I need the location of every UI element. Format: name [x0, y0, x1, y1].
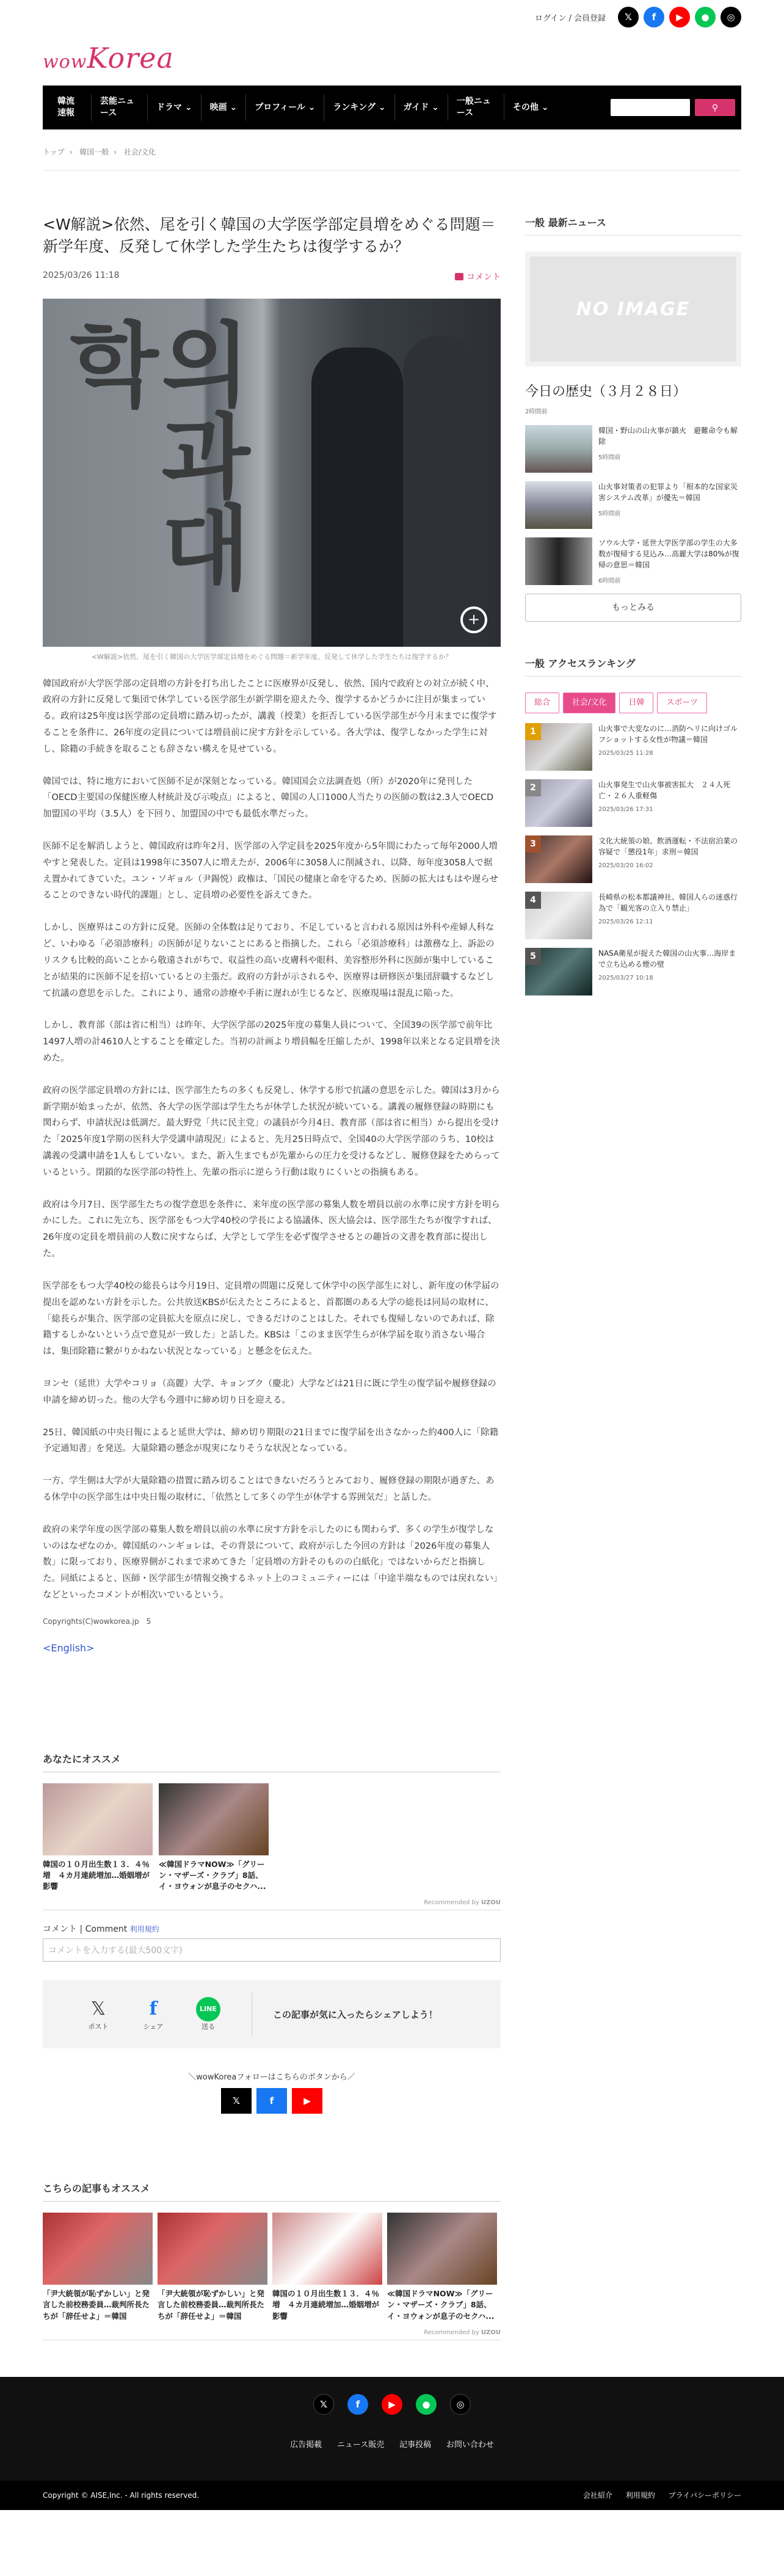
- article-paragraph: ヨンセ（延世）大学やコリョ（高麗）大学、キョンブク（慶北）大学などは21日に既に学生の復学届や履修登録の申請を締め切った。他の大学も今週中に締め切り日を迎える。: [43, 1378, 496, 1405]
- recommend-thumbnail: [159, 1783, 269, 1855]
- related-thumbnail: [272, 2213, 382, 2285]
- rank-badge: 1: [525, 723, 541, 740]
- share-line-label: 送る: [201, 2023, 215, 2031]
- nav-item-drama[interactable]: [148, 94, 201, 121]
- ranking-thumbnail: [525, 779, 592, 827]
- ranking-item[interactable]: [525, 892, 741, 939]
- ranking-thumbnail: [525, 892, 592, 939]
- related-item[interactable]: [43, 2213, 153, 2321]
- youtube-icon[interactable]: ▶: [382, 2394, 402, 2415]
- chevron-down-icon: ⌄: [541, 102, 549, 112]
- top-bar: [43, 0, 741, 31]
- tab-society[interactable]: 社会/文化: [563, 693, 615, 713]
- related-item[interactable]: [272, 2213, 382, 2321]
- article-paragraph: 医学部をもつ大学40校の総長らは今月19日、定員増の問題に反発して休学中の医学部生に対し、新年度の休学届の提出を認めない方針を示した。公共放送KBSが伝えたところによると、首都圏のある大学の総長は同局の取材に、「総長らが集合、医学部の定員拡大を原点に戻し、できるだけのことはした。それでも復帰しないのであれば、除籍するしかないという点で意見が一致した」と話した。KBSは「このまま医学生らが休学届を取り消さない場合は、集団除籍に繋がりかねない状況となっている」と懸念を伝えた。: [43, 1281, 499, 1357]
- breadcrumb-korea-general[interactable]: 韓国一般: [79, 148, 109, 156]
- hero-person: [311, 347, 403, 647]
- news-time: 5時間前: [598, 454, 621, 461]
- recommended-by: [43, 2322, 501, 2340]
- article-meta: [43, 271, 501, 283]
- chevron-down-icon: ⌄: [432, 102, 439, 112]
- logo-row: [43, 31, 741, 86]
- rank-badge: 4: [525, 892, 541, 909]
- footer: [0, 2377, 784, 2481]
- facebook-icon[interactable]: f: [347, 2394, 368, 2415]
- site-logo[interactable]: [43, 42, 174, 75]
- recommended-by-text: Recommended by: [424, 1899, 479, 1907]
- breadcrumb-society[interactable]: 社会/文化: [123, 148, 156, 156]
- main-column: [43, 202, 501, 2340]
- tab-overall[interactable]: 総合: [525, 693, 559, 713]
- ranking-item[interactable]: [525, 779, 741, 827]
- rank-badge: 2: [525, 779, 541, 796]
- share-line-button[interactable]: [181, 1997, 236, 2031]
- nav-label: ガイド: [403, 102, 429, 112]
- article-paragraph: 医師不足を解消しようと、韓国政府は昨年2月、医学部の入学定員を2025年度から5年間にわたって毎年2000人増やすと発表した。定員は1998年に3507人に増えたが、2006年に3058人に削減され、以降、毎年度3058人で据え置かれてきていた。ユン・ソギョル（尹錫悦）政権は、「国民の健康と命を守るため、医師の拡大はもはや遅らせることのできない時代的課題」とし、定員増の必要性を訴えてきた。: [43, 842, 498, 901]
- tab-sports[interactable]: スポーツ: [657, 693, 706, 713]
- chevron-down-icon: ⌄: [378, 102, 386, 112]
- ranking-item[interactable]: [525, 835, 741, 883]
- ranking-thumbnail: [525, 723, 592, 771]
- nav-item-other[interactable]: [504, 94, 557, 121]
- ranking-date: 2025/03/26 12:11: [598, 919, 653, 925]
- article-paragraph: しかし、教育部（部は省に相当）は昨年、大学医学部の2025年度の募集人員について、全国39の医学部で前年比1497人増の計4610人とすることを確定した。当初の計画より増員幅を圧縮したが、1998年以来となる定員増を決めた。: [43, 1021, 500, 1063]
- article-date: 2025/03/26 11:18: [43, 270, 120, 280]
- instagram-icon[interactable]: ◎: [720, 7, 741, 27]
- nav-item-movie[interactable]: [201, 94, 247, 121]
- footer-link-submit[interactable]: 記事投稿: [399, 2440, 432, 2450]
- hero-person: [403, 335, 476, 647]
- ranking-title: 山火事で大変なのに…消防ヘリに向けゴルフショットする女性が物議＝韓国: [598, 724, 738, 744]
- comment-input[interactable]: コメントを入力する(最大500文字): [43, 1938, 501, 1962]
- news-thumbnail: [525, 537, 592, 585]
- x-icon[interactable]: 𝕏: [313, 2394, 334, 2415]
- latest-news-heading: 一般 最新ニュース: [525, 215, 741, 236]
- nav-label: プロフィール: [255, 102, 305, 112]
- share-panel: [43, 1980, 501, 2048]
- search-input[interactable]: [611, 99, 690, 116]
- ranking-thumbnail: [525, 948, 592, 995]
- nav-item-entertainment[interactable]: 芸能ニュース: [92, 94, 148, 121]
- ranking-date: 2025/03/27 10:18: [598, 975, 653, 981]
- bottom-link-company[interactable]: 会社紹介: [583, 2491, 612, 2500]
- bottom-links: [572, 2490, 741, 2500]
- ranking-item[interactable]: [525, 723, 741, 771]
- nav-item-ranking[interactable]: [324, 94, 394, 121]
- nav-label: その他: [512, 102, 539, 112]
- footer-social: [0, 2377, 784, 2415]
- chevron-down-icon: ⌄: [230, 102, 238, 112]
- main-nav: [43, 86, 741, 129]
- share-x-button[interactable]: [71, 1997, 126, 2031]
- ranking-title: NASA衛星が捉えた韓国の山火事…海岸まで立ち込める煙の壁: [598, 949, 736, 969]
- line-icon[interactable]: ●: [695, 7, 716, 27]
- more-button[interactable]: もっとみる: [525, 594, 741, 622]
- latest-news-item[interactable]: [525, 481, 741, 529]
- related-title: ≪韓国ドラマNOW≫「グリーン・マザーズ・クラブ」8話、イ・ヨウォンが息子のセクハ...: [387, 2289, 495, 2321]
- image-caption: <W解説>依然、尾を引く韓国の大学医学部定員増をめぐる問題＝新学年度、反発して休学した学生たちは復学するか？: [91, 652, 452, 661]
- recommend-list: [43, 1783, 501, 1892]
- share-facebook-label: シェア: [143, 2023, 164, 2031]
- ranking-date: 2025/03/25 11:28: [598, 750, 653, 757]
- related-list: [43, 2213, 501, 2321]
- footer-link-ads[interactable]: 広告掲載: [290, 2440, 322, 2450]
- no-image-placeholder[interactable]: NO IMAGE: [525, 252, 741, 366]
- sidebar: [525, 202, 741, 2340]
- news-thumbnail: [525, 425, 592, 473]
- latest-news-item[interactable]: [525, 537, 741, 585]
- related-section: [43, 2181, 501, 2340]
- ranking-date: 2025/03/26 17:31: [598, 806, 653, 813]
- history-time: 2時間前: [525, 409, 548, 415]
- nav-item-hanryu[interactable]: 韓流速報: [49, 94, 92, 121]
- nav-label: ランキング: [333, 102, 376, 112]
- history-title[interactable]: 今日の歴史（３月２８日）: [525, 384, 687, 399]
- article-paragraph: 韓国政府が大学医学部の定員増の方針を打ち出したことに医療界が反発し、依然、国内で政府との対立が続く中、政府の方針に反発して集団で休学している医学部生が新学期を迎えた今、復学するかどうかに注目が集まっている。政府は25年度は医学部の定員増に踏み切ったが、講義（授業）を拒否している医学部生が今月末までに復学することを条件に、26年度の定員については増員前に戻す方針を示している。各大学は、復学しなかった学生に対し、除籍の手続きを取ることも辞さない構えを見せている。: [43, 679, 497, 754]
- related-title: 「尹大統領が恥ずかしい」と発言した前校務委員…裁判所長たちが「辞任せよ」＝韓国: [43, 2289, 150, 2321]
- article-paragraph: 政府の医学部定員増の方針には、医学部生たちの多くも反発し、休学する形で抗議の意思を示した。韓国は3月から新学期が始まったが、依然、各大学の医学部は学生たちが休学した状況が続いている。講義の履修登録の時期にも関わらず、申請状況は低調だ。最大野党「共に民主党」の議員が今月4日、教育部（部は省に相当）から提出を受けた「2025年度1学期の医科大学受講申請現況」によると、先月25日時点で、全国40の大学医学部のうち、10校は講義の受講申請を1人もしていない。また、新入生までもが先輩からの圧力を受けるなどし、履修登録をためらっているという。閉鎖的な医学部の特性上、先輩の指示に逆らう行動は取りにくいとの指摘もある。: [43, 1085, 500, 1177]
- rank-badge: 5: [525, 948, 541, 965]
- follow-facebook-button[interactable]: [256, 2088, 287, 2114]
- instagram-icon[interactable]: ◎: [450, 2394, 471, 2415]
- nav-item-general-news[interactable]: 一般ニュース: [448, 94, 504, 121]
- related-title: 韓国の１０月出生数１３．４％増 ４カ月連続増加…婚姻増が影響: [272, 2289, 380, 2321]
- recommend-item[interactable]: [159, 1783, 269, 1892]
- breadcrumb-separator: ›: [69, 148, 73, 156]
- share-x-label: ポスト: [88, 2023, 109, 2031]
- ranking-item[interactable]: [525, 948, 741, 995]
- nav-search: [611, 99, 735, 116]
- search-icon: ⚲: [711, 102, 719, 112]
- x-icon[interactable]: 𝕏: [618, 7, 639, 27]
- tab-japan-korea[interactable]: 日韓: [619, 693, 653, 713]
- x-icon: 𝕏: [232, 2095, 241, 2107]
- recommended-by-text: Recommended by: [424, 2329, 479, 2336]
- footer-link-contact[interactable]: お問い合わせ: [446, 2440, 494, 2450]
- breadcrumb: [43, 129, 741, 171]
- ranking-date: 2025/03/20 16:02: [598, 862, 653, 869]
- zoom-icon[interactable]: +: [460, 606, 487, 633]
- comment-link-label: コメント: [466, 272, 501, 282]
- share-message: この記事が気に入ったらシェアしよう！: [273, 2009, 438, 2020]
- terms-link[interactable]: 利用規約: [129, 1925, 159, 1934]
- content-layout: [43, 202, 741, 2340]
- nav-item-profile[interactable]: [246, 94, 324, 121]
- follow-buttons: [43, 2088, 501, 2114]
- recommend-heading: あなたにオススメ: [43, 1752, 501, 1772]
- footer-copyright: Copyright © AISE,Inc. - All rights reserved.: [43, 2490, 200, 2500]
- comment-label: コメント | Comment: [43, 1924, 128, 1935]
- follow-youtube-button[interactable]: [292, 2088, 322, 2114]
- article-paragraph: 25日、韓国紙の中央日報によると延世大学は、締め切り期限の21日までに復学届を出さなかった約400人に「除籍予定通知書」を発送。大量除籍の懸念が現実になりそうな状況となっている。: [43, 1427, 499, 1454]
- bottom-link-terms[interactable]: 利用規約: [625, 2491, 655, 2500]
- follow-x-button[interactable]: [221, 2088, 252, 2114]
- logo-main: Korea: [87, 42, 174, 75]
- article-paragraph: 政府の来学年度の医学部の募集人数を増員以前の水準に戻す方針を示したのにも関わらず、多くの学生が復学しないのはなぜなのか。韓国紙のハンギョレは、その背景について、政府が示した今回の方針は「2026年度の募集人数」に限っており、医療界側がこれまで求めてきた「定員増の方針そのものの白紙化」ではないからだと指摘した。同紙によると、医師・医学部生が情報交換するネット上のコミュニティーには「中途半端なものでは戻れない」などといったコメントが相次いでいるという。: [43, 1524, 498, 1601]
- line-icon[interactable]: ●: [416, 2394, 437, 2415]
- x-icon: 𝕏: [90, 1998, 106, 2020]
- youtube-icon: ▶: [303, 2095, 311, 2107]
- rank-badge: 3: [525, 835, 541, 853]
- recommend-item[interactable]: [43, 1783, 153, 1892]
- comment-icon: [455, 273, 463, 280]
- article-hero-image[interactable]: [43, 299, 501, 647]
- bottom-bar: [0, 2481, 784, 2510]
- article-copyright: Copyrights(C)wowkorea.jp 5: [43, 1617, 151, 1626]
- search-button[interactable]: [695, 99, 735, 116]
- youtube-icon[interactable]: ▶: [669, 7, 690, 27]
- hero-sign-text: 의과대학: [53, 316, 250, 592]
- related-item[interactable]: [158, 2213, 267, 2321]
- article-paragraph: しかし、医療界はこの方針に反発。医師の全体数は足りており、不足していると言われる原因は外科や産婦人科など、いわゆる「必須診療科」の医師が足りないことにあると指摘した。これら「必須診療科」は激務な上、訴訟のリスクも比較的高いことから敬遠されがちで、収益性の高い皮膚科や眼科、美容整形外科に医師が集中していることが結果的に医師不足を招いているとの主張だ。政府の方針が示されるや、医療界は研修医が集団辞職するなどして抗議の意思を示した。これにより、通常の診療や手術に遅れが生じるなど、医療現場は混乱に陥った。: [43, 923, 495, 999]
- nav-item-guide[interactable]: [395, 94, 448, 121]
- login-link[interactable]: ログイン / 会員登録: [535, 13, 606, 23]
- recommend-title: ≪韓国ドラマNOW≫「グリーン・マザーズ・クラブ」8話、イ・ヨウォンが息子のセクハ...: [159, 1859, 266, 1891]
- article-body: [43, 676, 501, 1604]
- uzou-logo: UZOU: [481, 1899, 501, 1907]
- news-thumbnail: [525, 481, 592, 529]
- ranking-title: 山火事発生で山火事被害拡大 ２４人死亡・２６人重軽傷: [598, 780, 731, 800]
- related-thumbnail: [158, 2213, 267, 2285]
- recommended-by: [43, 1892, 501, 1910]
- article-paragraph: 一方、学生側は大学が大量除籍の措置に踏み切ることはできないだろうとみており、履修登録の期限が過ぎた、ある休学中の医学部生は中央日報の取材に、「依然として多くの学生が休学する雰囲気だ」と話した。: [43, 1476, 495, 1502]
- ranking-heading: 一般 アクセスランキング: [525, 656, 741, 677]
- chevron-down-icon: ⌄: [184, 102, 192, 112]
- article-paragraph: 韓国では、特に地方において医師不足が深刻となっている。韓国国会立法調査処（所）が2020年に発刊した「OECD主要国の保健医療人材統計及び示唆点」によると、韓国の人口1000人当たりの医師の数は2.3人でOECD加盟国の平均（3.5人）を下回り、加盟国の中でも最低水準だった。: [43, 776, 494, 820]
- footer-links: [0, 2438, 784, 2450]
- related-item[interactable]: [387, 2213, 497, 2321]
- comment-section: [43, 1923, 501, 1935]
- ranking-title: 文化大統領の娘、飲酒運転・不法宿泊業の容疑で「懲役1年」求刑＝韓国: [598, 837, 738, 856]
- nav-label: 映画: [209, 102, 227, 112]
- news-title: ソウル大学・延世大学医学部の学生の大多数が復帰する見込み…高麗大学は80%が復帰の意思＝韓国: [598, 539, 739, 569]
- share-facebook-button[interactable]: [126, 1997, 181, 2031]
- logo-prefix: wow: [43, 51, 87, 73]
- related-heading: こちらの記事もオススメ: [43, 2181, 501, 2202]
- ranking-title: 長崎県の松本都議神社、韓国人らの迷惑行為で「観光客の立入り禁止」: [598, 893, 738, 912]
- english-link[interactable]: <English>: [43, 1642, 95, 1654]
- news-time: 6時間前: [598, 578, 621, 584]
- line-icon: LINE: [196, 1997, 220, 2021]
- related-thumbnail: [43, 2213, 153, 2285]
- news-time: 5時間前: [598, 511, 621, 517]
- facebook-icon: f: [269, 2095, 274, 2107]
- chevron-down-icon: ⌄: [308, 102, 316, 112]
- follow-text: ＼wowKoreaフォローはこちらのボタンから／: [188, 2073, 355, 2083]
- bottom-link-privacy[interactable]: プライバシーポリシー: [668, 2491, 741, 2500]
- news-title: 山火事対策者の犯罪より「根本的な国家災害システム改革」が優先＝韓国: [598, 482, 738, 502]
- uzou-logo: UZOU: [481, 2329, 501, 2336]
- article-paragraph: 政府は今月7日、医学部生たちの復学意思を条件に、来年度の医学部の募集人数を増員以前の水準に戻す方針を明らかにした。これに先立ち、医学部をもつ大学40校の学長による協議体、医大協会は、医学部生たちが復学すれば、26年度の定員を増員前の人数に戻すならば、大学として学生を必ず復学させるとの趣旨の文書を教育部に提出した。: [43, 1199, 500, 1259]
- nav-label: ドラマ: [156, 102, 182, 112]
- ranking-tabs: [525, 693, 741, 713]
- breadcrumb-separator: ›: [114, 148, 117, 156]
- latest-news-item[interactable]: [525, 425, 741, 473]
- breadcrumb-top[interactable]: トップ: [43, 148, 65, 156]
- facebook-icon: f: [149, 1998, 158, 2020]
- recommend-thumbnail: [43, 1783, 153, 1855]
- ranking-thumbnail: [525, 835, 592, 883]
- article-title: <W解説>依然、尾を引く韓国の大学医学部定員増をめぐる問題＝新学年度、反発して休学した学生たちは復学するか？: [43, 216, 496, 256]
- related-thumbnail: [387, 2213, 497, 2285]
- recommend-title: 韓国の１０月出生数１３．４％増 ４カ月連続増加…婚姻増が影響: [43, 1859, 150, 1891]
- comment-link[interactable]: [455, 271, 501, 283]
- footer-link-news-sales[interactable]: ニュース販売: [336, 2440, 385, 2450]
- related-title: 「尹大統領が恥ずかしい」と発言した前校務委員…裁判所長たちが「辞任せよ」＝韓国: [158, 2289, 265, 2321]
- news-title: 韓国・野山の山火事が鎮火 避難命令も解除: [598, 426, 738, 446]
- facebook-icon[interactable]: f: [644, 7, 664, 27]
